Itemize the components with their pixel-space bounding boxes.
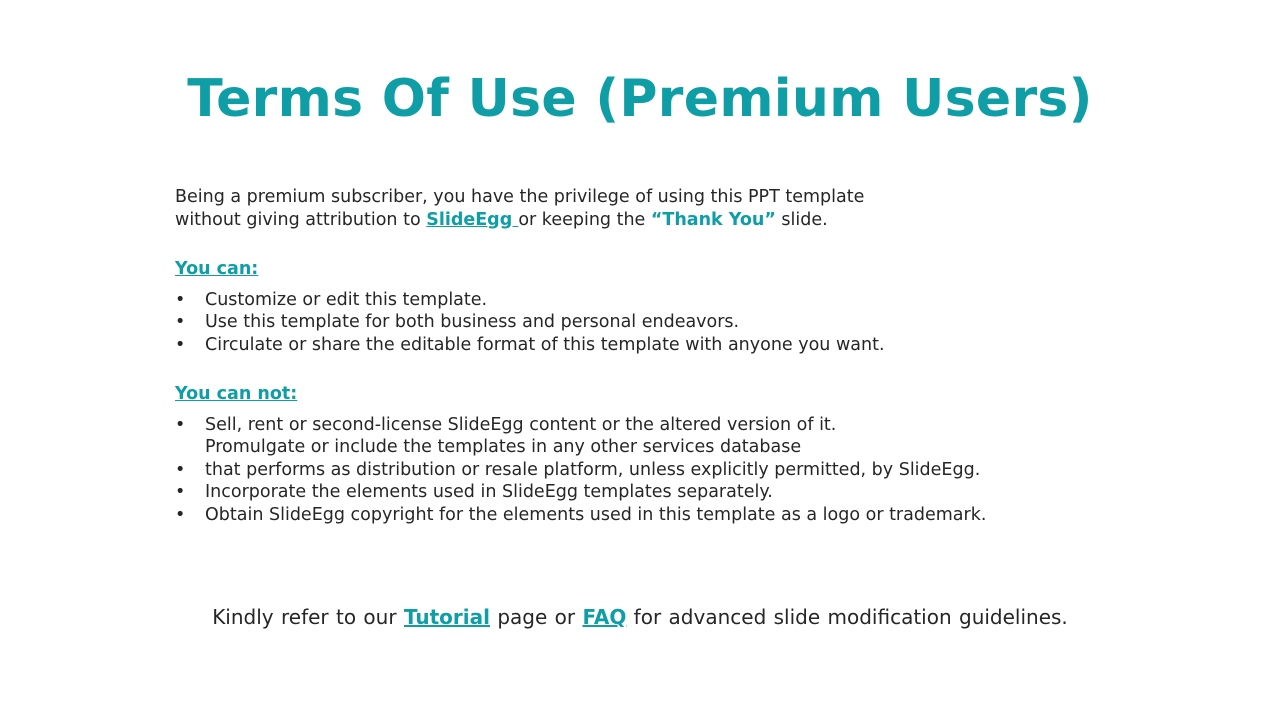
tutorial-link[interactable]: Tutorial: [403, 605, 490, 629]
bullet-icon: •: [175, 312, 186, 332]
you-can-not-list: [175, 414, 1135, 527]
bullet-icon: •: [175, 504, 186, 525]
list-item-text: Incorporate the elements used in SlideEgg templates separately.: [205, 482, 773, 502]
list-item: [175, 414, 1135, 437]
list-item: [175, 311, 1135, 334]
list-item: [175, 504, 1135, 527]
slideegg-link[interactable]: SlideEgg: [426, 209, 519, 230]
bullet-icon: •: [175, 414, 186, 435]
bullet-icon: •: [175, 482, 186, 502]
intro-line-2: [175, 209, 1135, 232]
bullet-icon: •: [175, 334, 186, 355]
list-item: [175, 289, 1135, 312]
list-item-text: Promulgate or include the templates in any other services database: [205, 437, 802, 457]
thank-you-highlight: “Thank You”: [650, 209, 776, 230]
bullet-icon: •: [175, 459, 186, 480]
you-can-list: [175, 289, 1135, 357]
intro-line-1: Being a premium subscriber, you have the privilege of using this PPT template: [175, 187, 865, 207]
faq-link[interactable]: FAQ: [582, 605, 627, 629]
list-item-text: that performs as distribution or resale platform, unless explicitly permitted, by SlideEgg.: [205, 459, 981, 480]
list-item-continuation: [175, 436, 1135, 459]
you-can-not-heading: You can not:: [175, 384, 298, 404]
intro-middle: or keeping the: [518, 209, 651, 230]
list-item: [175, 334, 1135, 357]
terms-content: [175, 186, 1135, 526]
you-can-heading: You can:: [175, 259, 259, 279]
intro-prefix: without giving attribution to: [175, 209, 427, 230]
footer-prefix: Kindly refer to our: [212, 605, 404, 629]
intro-suffix: slide.: [775, 209, 828, 230]
list-item: [175, 459, 1135, 482]
bullet-icon: •: [175, 289, 186, 310]
list-item-text: Customize or edit this template.: [205, 289, 488, 310]
list-item-text: Obtain SlideEgg copyright for the elements used in this template as a logo or trademark.: [205, 504, 987, 525]
footer-middle: page or: [489, 605, 583, 629]
list-item: [175, 481, 1135, 504]
list-item-text: Use this template for both business and personal endeavors.: [205, 312, 740, 332]
intro-paragraph: [175, 186, 1135, 231]
list-item-text: Sell, rent or second-license SlideEgg content or the altered version of it.: [205, 414, 837, 435]
list-item-text: Circulate or share the editable format of this template with anyone you want.: [205, 334, 885, 355]
footer-guidelines: [0, 603, 1280, 631]
footer-suffix: for advanced slide modification guidelines.: [626, 605, 1068, 629]
page-title: Terms Of Use (Premium Users): [187, 69, 1093, 129]
